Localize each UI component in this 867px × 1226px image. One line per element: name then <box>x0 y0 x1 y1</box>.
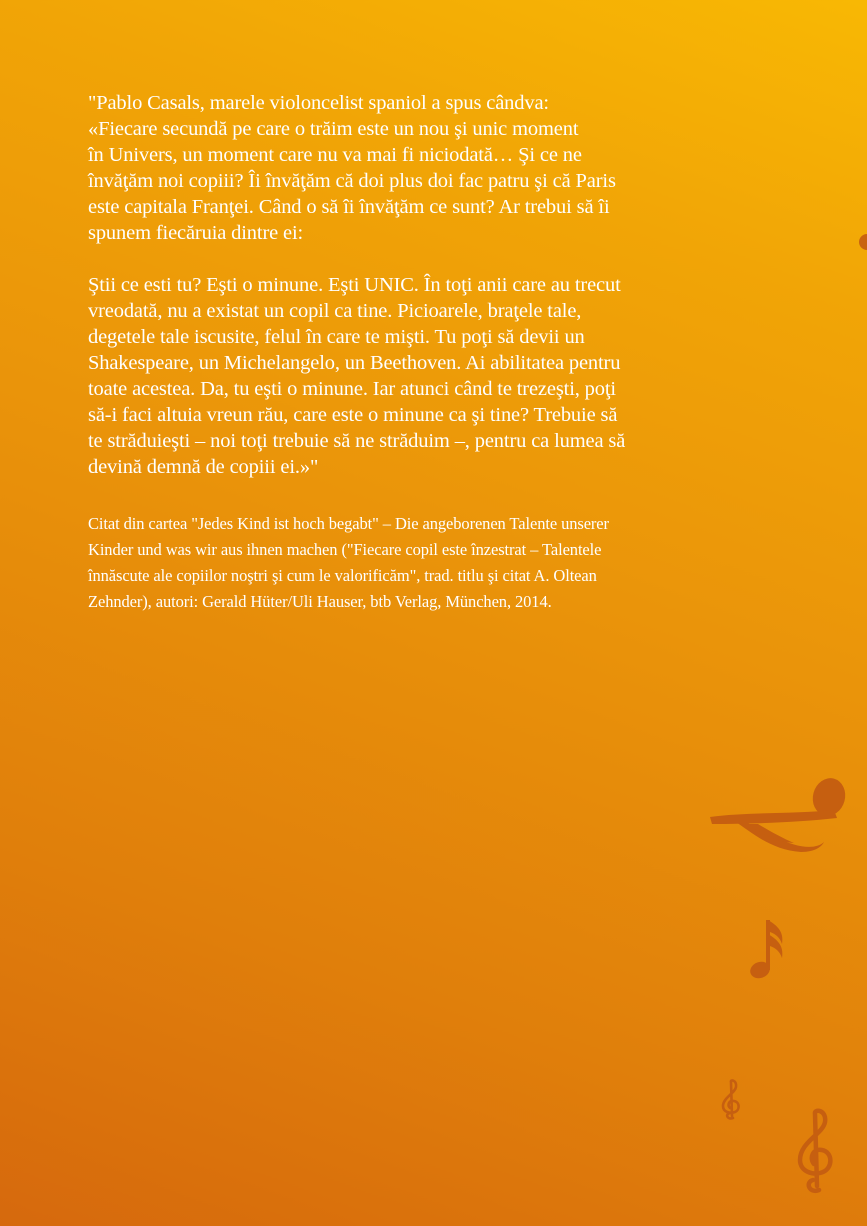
quote-text-block <box>88 90 788 615</box>
quote-paragraph-2: Ştii ce esti tu? Eşti o minune. Eşti UNIC. În toţi anii care au trecut vreodată, nu a existat un copil ca tine. Picioarele, braţele tale, degetele tale iscusite, felul în care te mişti. Tu poţi să devii un Shakespeare, un Michelangelo, un Beethoven. Ai abilitatea pentru toate acestea. Da, tu eşti o minune. Iar atunci când te trezeşti, poţi să-i faci altuia vreun rău, care este o minune ca şi tine? Trebuie să te străduieşti – noi toţi trebuie să ne străduim –, pentru ca lumea să devină demnă de copiii ei.»" <box>88 274 626 478</box>
small-treble-clef-icon <box>718 1078 746 1122</box>
large-treble-clef-icon <box>792 1106 844 1196</box>
sixteenth-note-icon <box>748 916 788 984</box>
eighth-note-icon <box>706 772 851 862</box>
quote-paragraph-1: "Pablo Casals, marele violoncelist spaniol a spus cândva: «Fiecare secundă pe care o trăim este un nou şi unic moment în Univers, un moment care nu va mai fi niciodată… Şi ce ne învăţăm noi copiii? Îi învăţăm că doi plus doi fac patru şi că Paris este capitala Franţei. Când o să îi învăţăm ce sunt? Ar trebui să îi spunem fiecăruia dintre ei: <box>88 92 616 244</box>
edge-dot-decoration <box>859 234 867 250</box>
citation-text: Citat din cartea "Jedes Kind ist hoch begabt" – Die angeborenen Talente unserer Kinder und was wir aus ihnen machen ("Fiecare copil este înzestrat – Talentele înnăscute ale copiilor noştri şi cum le valorificăm", trad. titlu şi citat A. Oltean Zehnder), autori: Gerald Hüter/Uli Hauser, btb Verlag, München, 2014. <box>88 514 609 611</box>
